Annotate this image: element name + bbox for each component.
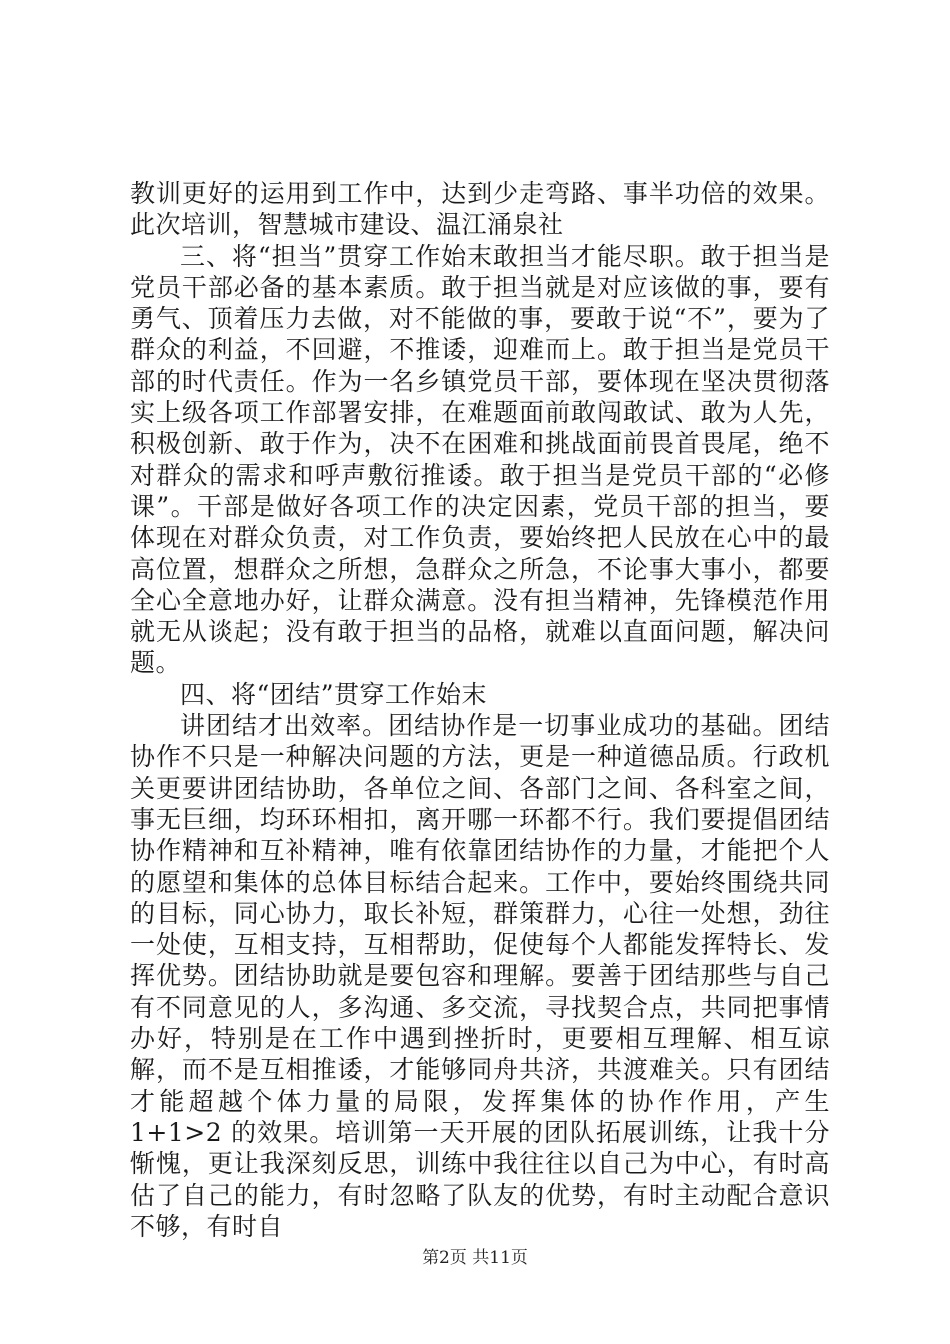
paragraph-section-three: 三、将“担当”贯穿工作始末敢担当才能尽职。敢于担当是党员干部必备的基本素质。敢于担当就是对应该做的事，要有勇气、顶着压力去做，对不能做的事，要敢于说“不”，要为了群众的利益，不回避，不推诿，迎难而上。敢于担当是党员干部的时代责任。作为一名乡镇党员干部，要体现在坚决贯彻落实上级各项工作部署安排，在难题面前敢闯敢试、敢为人先，积极创新、敢于作为，决不在困难和挑战面前畏首畏尾，绝不对群众的需求和呼声敷衍推诿。敢于担当是党员干部的“必修课”。干部是做好各项工作的决定因素，党员干部的担当，要体现在对群众负责，对工作负责，要始终把人民放在心中的最高位置，想群众之所想，急群众之所急，不论事大事小，都要全心全意地办好，让群众满意。没有担当精神，先锋模范作用就无从谈起；没有敢于担当的品格，就难以直面问题，解决问题。 — [130, 241, 830, 678]
paragraph-continuation: 教训更好的运用到工作中，达到少走弯路、事半功倍的效果。此次培训，智慧城市建设、温江涌泉社 — [130, 179, 830, 240]
page-number-footer: 第2页 共11页 — [422, 1248, 528, 1268]
section-heading-four: 四、将“团结”贯穿工作始末 — [180, 679, 488, 709]
document-body — [130, 178, 830, 1242]
paragraph-section-four: 讲团结才出效率。团结协作是一切事业成功的基础。团结协作不只是一种解决问题的方法，更是一种道德品质。行政机关更要讲团结协助，各单位之间、各部门之间、各科室之间，事无巨细，均环环相扣，离开哪一环都不行。我们要提倡团结协作精神和互补精神，唯有依靠团结协作的力量，才能把个人的愿望和集体的总体目标结合起来。工作中，要始终围绕共同的目标，同心协力，取长补短，群策群力，心往一处想，劲往一处使，互相支持，互相帮助，促使每个人都能发挥特长、发挥优势。团结协助就是要包容和理解。要善于团结那些与自己有不同意见的人，多沟通、多交流，寻找契合点，共同把事情办好，特别是在工作中遇到挫折时，更要相互理解、相互谅解，而不是互相推诿，才能够同舟共济，共渡难关。只有团结才能超越个体力量的局限，发挥集体的协作作用，产生 1+1>2 的效果。培训第一天开展的团队拓展训练，让我十分惭愧，更让我深刻反思，训练中我往往以自己为中心，有时高估了自己的能力，有时忽略了队友的优势，有时主动配合意识不够，有时自 — [130, 711, 830, 1241]
